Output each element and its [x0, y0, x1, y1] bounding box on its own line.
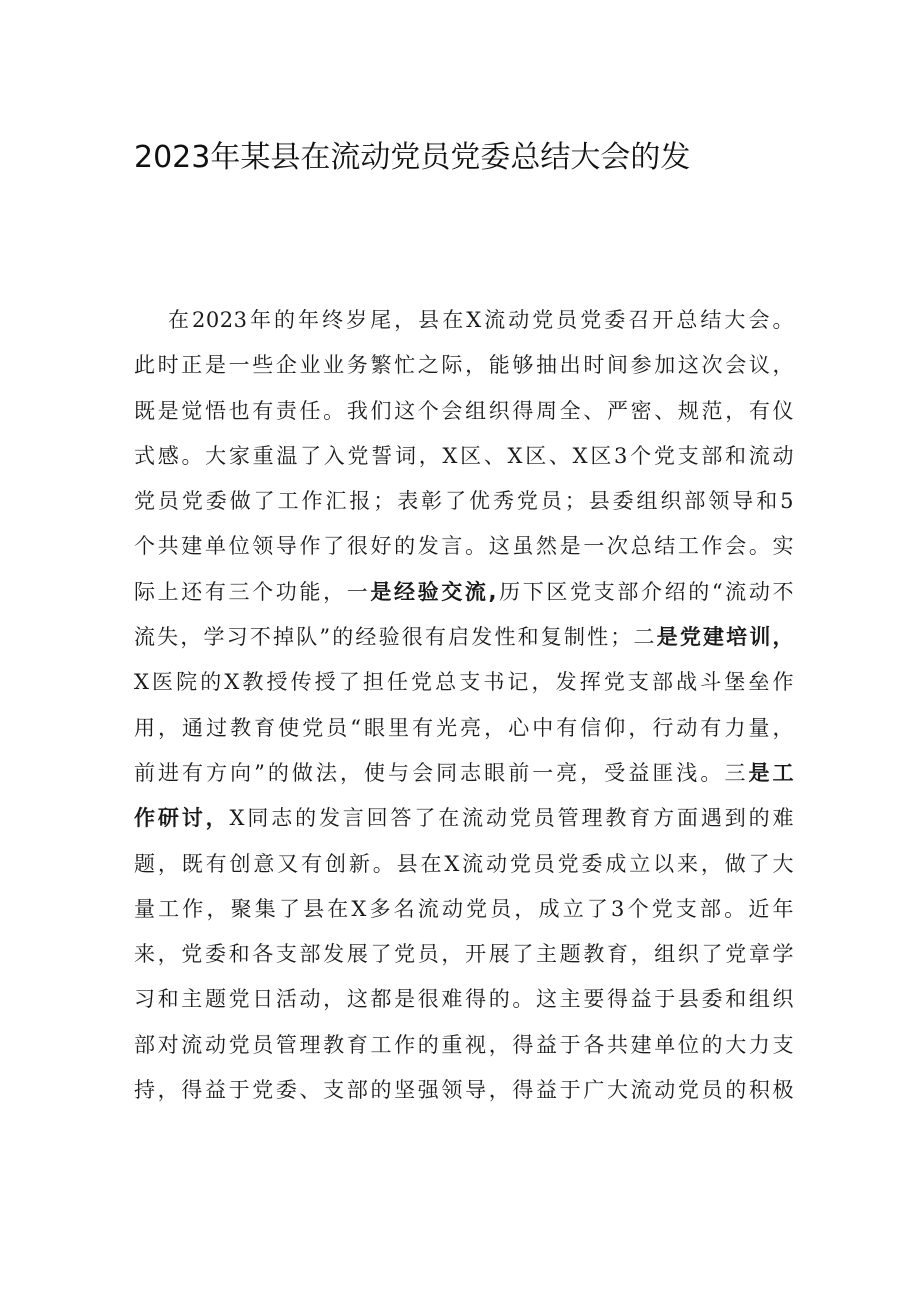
- paragraph-line: [134, 524, 794, 569]
- paragraph-line: [134, 842, 794, 887]
- body-text: 量工作，聚集了县在X多名流动党员，成立了3个党支部。近年: [134, 896, 794, 921]
- paragraph-line: [134, 1068, 794, 1113]
- body-text: 来，党委和各支部发展了党员，开展了主题教育，组织了党章学: [134, 942, 794, 967]
- body-text: X医院的X教授传授了担任党总支书记，发挥党支部战斗堡垒作: [134, 670, 794, 695]
- bold-text: 作研讨，: [134, 806, 230, 831]
- body-text: 党员党委做了工作汇报；表彰了优秀党员；县委组织部领导和5: [134, 489, 794, 514]
- body-text: 习和主题党日活动，这都是很难得的。这主要得益于县委和组织: [134, 987, 794, 1012]
- document-title: 2023年某县在流动党员党委总结大会的发: [134, 140, 691, 175]
- paragraph-line: [134, 298, 794, 343]
- body-text: 前进有方向”的做法，使与会同志眼前一亮，受益匪浅。三: [134, 760, 749, 785]
- paragraph-line: [134, 570, 794, 615]
- paragraph-line: [134, 479, 794, 524]
- bold-text: 是工: [748, 760, 795, 785]
- body-text: 际上还有三个功能，一: [134, 579, 371, 604]
- body-text: 个共建单位领导作了很好的发言。这虽然是一次总结工作会。实: [134, 534, 794, 559]
- paragraph-line: [134, 343, 794, 388]
- paragraph-line: [134, 615, 794, 660]
- body-text: 用，通过教育使党员“眼里有光亮，心中有信仰，行动有力量，: [134, 715, 794, 740]
- paragraph-line: [134, 1023, 794, 1068]
- paragraph-line: [134, 932, 794, 977]
- body-text: 流失，学习不掉队”的经验很有启发性和复制性；二: [134, 625, 657, 650]
- body-text: 此时正是一些企业业务繁忙之际，能够抽出时间参加这次会议，: [134, 353, 794, 378]
- body-text: 部对流动党员管理教育工作的重视，得益于各共建单位的大力支: [134, 1032, 794, 1057]
- body-text: 历下区党支部介绍的“流动不: [497, 579, 794, 604]
- body-text: 在2023年的年终岁尾，县在X流动党员党委召开总结大会。: [168, 308, 794, 332]
- paragraph-line: [134, 706, 794, 751]
- paragraph-line: [134, 796, 794, 841]
- paragraph-line: [134, 660, 794, 705]
- document-body: [134, 298, 794, 1113]
- paragraph-line: [134, 751, 794, 796]
- bold-text: 是党建培训，: [656, 625, 795, 650]
- body-text: 题，既有创意又有创新。县在X流动党员党委成立以来，做了大: [134, 851, 794, 876]
- body-text: 既是觉悟也有责任。我们这个会组织得周全、严密、规范，有仪: [134, 398, 794, 423]
- paragraph-line: [134, 977, 794, 1022]
- paragraph-line: [134, 887, 794, 932]
- paragraph-line: [134, 389, 794, 434]
- body-text: 持，得益于党委、支部的坚强领导，得益于广大流动党员的积极: [134, 1078, 794, 1103]
- body-text: X同志的发言回答了在流动党员管理教育方面遇到的难: [229, 806, 795, 831]
- body-text: 式感。大家重温了入党誓词，X区、X区、X区3个党支部和流动: [134, 443, 794, 468]
- paragraph-line: [134, 434, 794, 479]
- bold-text: 是经验交流,: [370, 579, 498, 604]
